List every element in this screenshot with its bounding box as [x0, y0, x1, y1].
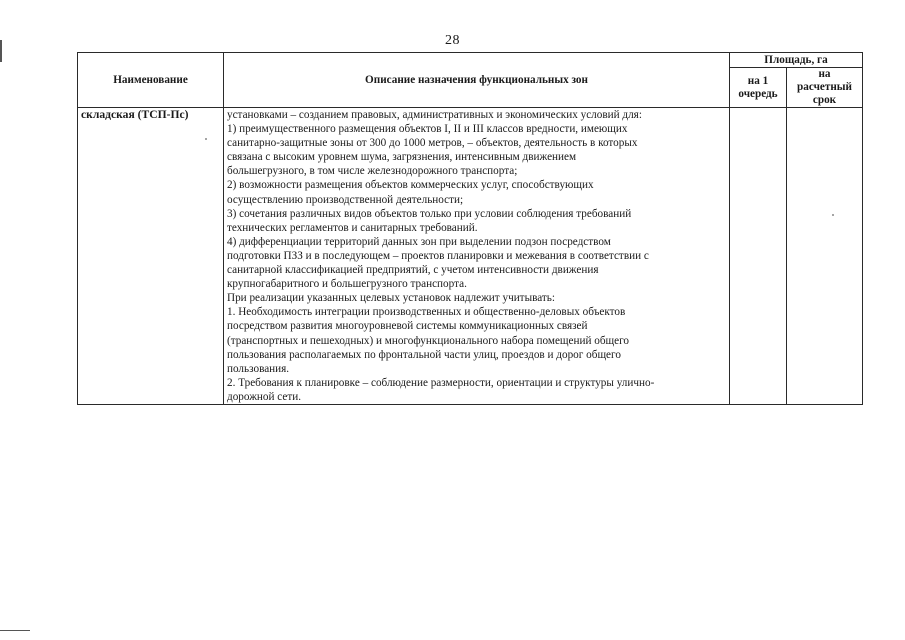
header-area-calc-line: на — [818, 68, 831, 80]
description-line: (транспортных и пешеходных) и многофункционального набора помещений общего — [227, 334, 630, 347]
description-line: 2. Требования к планировке – соблюдение размерности, ориентации и структуры улично- — [227, 376, 655, 389]
description-line: подготовки ПЗЗ и в последующем – проектов планировки и межевания в соответствии с — [227, 249, 649, 262]
header-area-calc — [787, 68, 863, 108]
description-line: посредством развития многоуровневой системы коммуникационных связей — [227, 320, 588, 333]
page-number: 28 — [445, 33, 460, 48]
area-first-cell — [730, 108, 787, 405]
description-line: 4) дифференциации территорий данных зон при выделении подзон посредством — [227, 235, 611, 248]
description-line: 3) сочетания различных видов объектов только при условии соблюдения требований — [227, 207, 632, 220]
description-line: технических регламентов и санитарных требований. — [227, 221, 478, 234]
description-line: 1. Необходимость интеграции производственных и общественно-деловых объектов — [227, 306, 626, 319]
zone-name: складская (ТСП-Пс) — [78, 108, 224, 405]
zone-description — [224, 108, 730, 405]
description-line: связана с высоким уровнем шума, загрязнения, интенсивным движением — [227, 151, 577, 164]
description-line: большегрузного, в том числе железнодорожного транспорта; — [227, 165, 518, 178]
description-line: санитарно-защитные зоны от 300 до 1000 метров, – объектов, деятельность в которых — [227, 137, 638, 150]
description-line: крупногабаритного и большегрузного транспорта. — [227, 278, 467, 291]
header-name: Наименование — [78, 53, 224, 108]
header-area-first-line: на 1 — [747, 74, 769, 87]
table-row — [78, 108, 863, 405]
description-line: 1) преимущественного размещения объектов I, II и III классов вредности, имеющих — [227, 123, 628, 136]
area-calc-cell — [787, 108, 863, 405]
header-area-first-line: очередь — [738, 87, 778, 100]
description-line: При реализации указанных целевых установок надлежит учитывать: — [227, 292, 555, 305]
scan-edge-mark — [0, 630, 30, 631]
header-row — [78, 53, 863, 68]
header-description: Описание назначения функциональных зон — [224, 53, 730, 108]
functional-zones-table — [77, 52, 863, 405]
description-line: дорожной сети. — [227, 390, 302, 403]
header-area: Площадь, га — [730, 53, 863, 68]
header-area-first — [730, 68, 787, 108]
description-line: установками – созданием правовых, административных и экономических условий для: — [227, 109, 642, 121]
description-line: пользования. — [227, 362, 290, 375]
description-line: санитарной классификацией предприятий, с учетом интенсивности движения — [227, 264, 599, 277]
header-area-calc-line: расчетный — [797, 81, 852, 93]
description-line: 2) возможности размещения объектов коммерческих услуг, способствующих — [227, 179, 594, 192]
header-area-calc-line: срок — [812, 94, 837, 106]
description-line: пользования располагаемых по фронтальной части улиц, проездов и дорог общего — [227, 348, 621, 361]
description-line: осуществлению производственной деятельности; — [227, 193, 464, 206]
